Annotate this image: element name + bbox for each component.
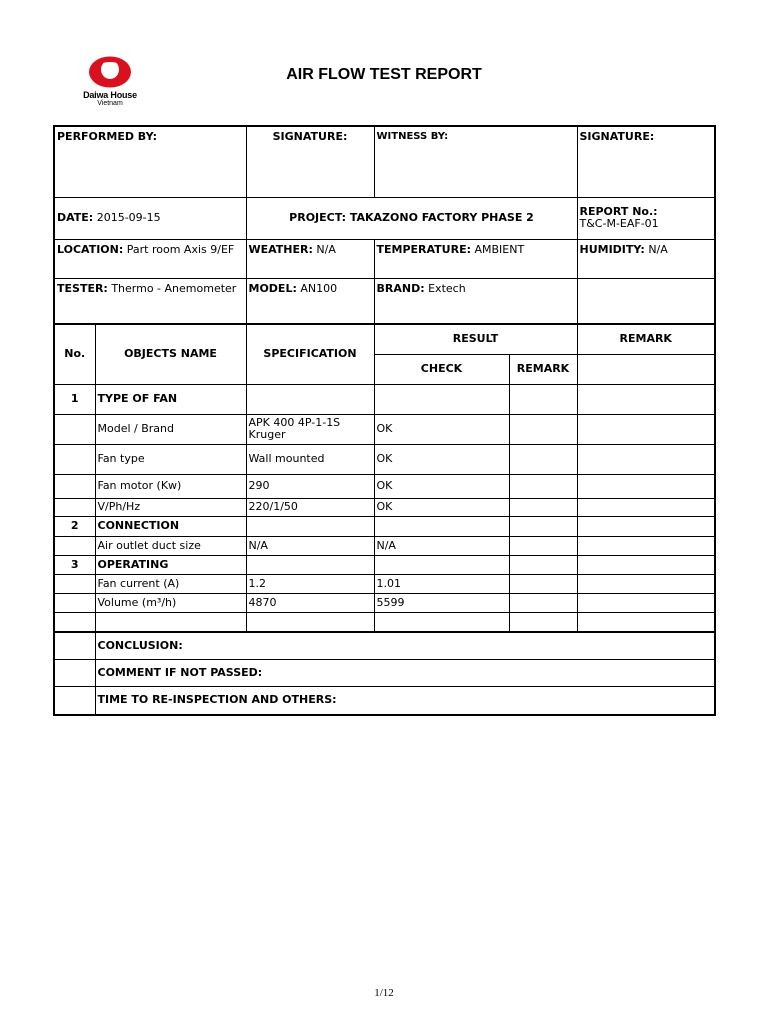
table-row: [54, 474, 715, 498]
row-object-name: Fan current (A): [95, 574, 246, 593]
row-extra: [577, 474, 715, 498]
row-extra: [577, 498, 715, 516]
row-check: 5599: [374, 593, 509, 612]
row-specification: 220/1/50: [246, 498, 374, 516]
row-remark: [509, 444, 577, 474]
report-title: AIR FLOW TEST REPORT: [286, 66, 482, 83]
logo-brand-text: Daiwa House: [83, 90, 137, 100]
row-check: 1.01: [374, 574, 509, 593]
col-header-objects: OBJECTS NAME: [95, 324, 246, 384]
signature-cell-2: SIGNATURE:: [577, 126, 715, 197]
row-extra: [577, 516, 715, 536]
report-table: [53, 125, 716, 716]
row-object-name: Volume (m³/h): [95, 593, 246, 612]
table-row: [54, 555, 715, 574]
row-remark: [509, 593, 577, 612]
row-specification: 4870: [246, 593, 374, 612]
col-header-result-remark: REMARK: [509, 354, 577, 384]
empty-cell: [54, 632, 95, 659]
tester-row: [54, 278, 715, 324]
table-row: [54, 516, 715, 536]
row-specification: 1.2: [246, 574, 374, 593]
row-extra: [577, 444, 715, 474]
row-check: [374, 555, 509, 574]
table-row: [54, 444, 715, 474]
table-row: [54, 384, 715, 414]
col-header-spec: SPECIFICATION: [246, 324, 374, 384]
row-check: [374, 516, 509, 536]
empty-cell: [577, 278, 715, 324]
row-check: [374, 612, 509, 632]
weather-cell: WEATHER: N/A: [246, 239, 374, 278]
row-check: OK: [374, 498, 509, 516]
empty-cell: [577, 354, 715, 384]
row-remark: [509, 536, 577, 555]
row-specification: APK 400 4P-1-1S Kruger: [246, 414, 374, 444]
page-number: 1/12: [374, 987, 394, 999]
row-remark: [509, 384, 577, 414]
row-extra: [577, 536, 715, 555]
row-no: 2: [54, 516, 95, 536]
date-project-row: [54, 197, 715, 239]
row-object-name: [95, 612, 246, 632]
row-specification: 290: [246, 474, 374, 498]
row-remark: [509, 516, 577, 536]
signature-cell-1: SIGNATURE:: [246, 126, 374, 197]
temperature-cell: TEMPERATURE: AMBIENT: [374, 239, 577, 278]
location-cell: LOCATION: Part room Axis 9/EF: [54, 239, 246, 278]
performed-by-cell: PERFORMED BY:: [54, 126, 246, 197]
row-no: [54, 474, 95, 498]
row-no: [54, 574, 95, 593]
table-row: [54, 574, 715, 593]
row-remark: [509, 574, 577, 593]
row-specification: [246, 612, 374, 632]
row-extra: [577, 593, 715, 612]
row-object-name: TYPE OF FAN: [95, 384, 246, 414]
row-extra: [577, 384, 715, 414]
empty-cell: [54, 659, 95, 686]
comment-row: [54, 659, 715, 686]
table-row: [54, 612, 715, 632]
col-header-remark: REMARK: [577, 324, 715, 354]
row-object-name: Fan type: [95, 444, 246, 474]
data-rows: [54, 384, 715, 632]
row-extra: [577, 414, 715, 444]
row-remark: [509, 414, 577, 444]
tester-cell: TESTER: Thermo - Anemometer: [54, 278, 246, 324]
row-object-name: Air outlet duct size: [95, 536, 246, 555]
row-no: 3: [54, 555, 95, 574]
row-remark: [509, 474, 577, 498]
row-no: [54, 414, 95, 444]
row-object-name: Model / Brand: [95, 414, 246, 444]
row-check: OK: [374, 414, 509, 444]
row-remark: [509, 612, 577, 632]
col-header-result: RESULT: [374, 324, 577, 354]
row-specification: [246, 516, 374, 536]
report-no-cell: REPORT No.: T&C-M-EAF-01: [577, 197, 715, 239]
location-row: [54, 239, 715, 278]
comment-cell: COMMENT IF NOT PASSED:: [95, 659, 715, 686]
row-check: N/A: [374, 536, 509, 555]
col-header-no: No.: [54, 324, 95, 384]
table-row: [54, 593, 715, 612]
table-row: [54, 498, 715, 516]
logo-sub-text: Vietnam: [97, 100, 123, 107]
model-cell: MODEL: AN100: [246, 278, 374, 324]
column-header-row: [54, 324, 715, 354]
row-object-name: OPERATING: [95, 555, 246, 574]
row-check: OK: [374, 474, 509, 498]
reinspection-row: [54, 686, 715, 715]
humidity-cell: HUMIDITY: N/A: [577, 239, 715, 278]
row-extra: [577, 574, 715, 593]
row-remark: [509, 555, 577, 574]
row-no: [54, 498, 95, 516]
row-specification: N/A: [246, 536, 374, 555]
row-extra: [577, 612, 715, 632]
row-extra: [577, 555, 715, 574]
row-no: [54, 612, 95, 632]
conclusion-row: [54, 632, 715, 659]
empty-cell: [54, 686, 95, 715]
conclusion-cell: CONCLUSION:: [95, 632, 715, 659]
signature-row: [54, 126, 715, 197]
row-no: [54, 593, 95, 612]
row-object-name: CONNECTION: [95, 516, 246, 536]
table-row: [54, 414, 715, 444]
col-header-check: CHECK: [374, 354, 509, 384]
project-cell: PROJECT: TAKAZONO FACTORY PHASE 2: [246, 197, 577, 239]
row-specification: Wall mounted: [246, 444, 374, 474]
reinspection-cell: TIME TO RE-INSPECTION AND OTHERS:: [95, 686, 715, 715]
row-check: [374, 384, 509, 414]
row-no: [54, 536, 95, 555]
row-no: [54, 444, 95, 474]
witness-by-cell: WITNESS BY:: [374, 126, 577, 197]
row-no: 1: [54, 384, 95, 414]
row-specification: [246, 555, 374, 574]
row-remark: [509, 498, 577, 516]
date-cell: DATE: 2015-09-15: [54, 197, 246, 239]
row-check: OK: [374, 444, 509, 474]
row-object-name: V/Ph/Hz: [95, 498, 246, 516]
brand-cell: BRAND: Extech: [374, 278, 577, 324]
row-specification: [246, 384, 374, 414]
row-object-name: Fan motor (Kw): [95, 474, 246, 498]
table-row: [54, 536, 715, 555]
